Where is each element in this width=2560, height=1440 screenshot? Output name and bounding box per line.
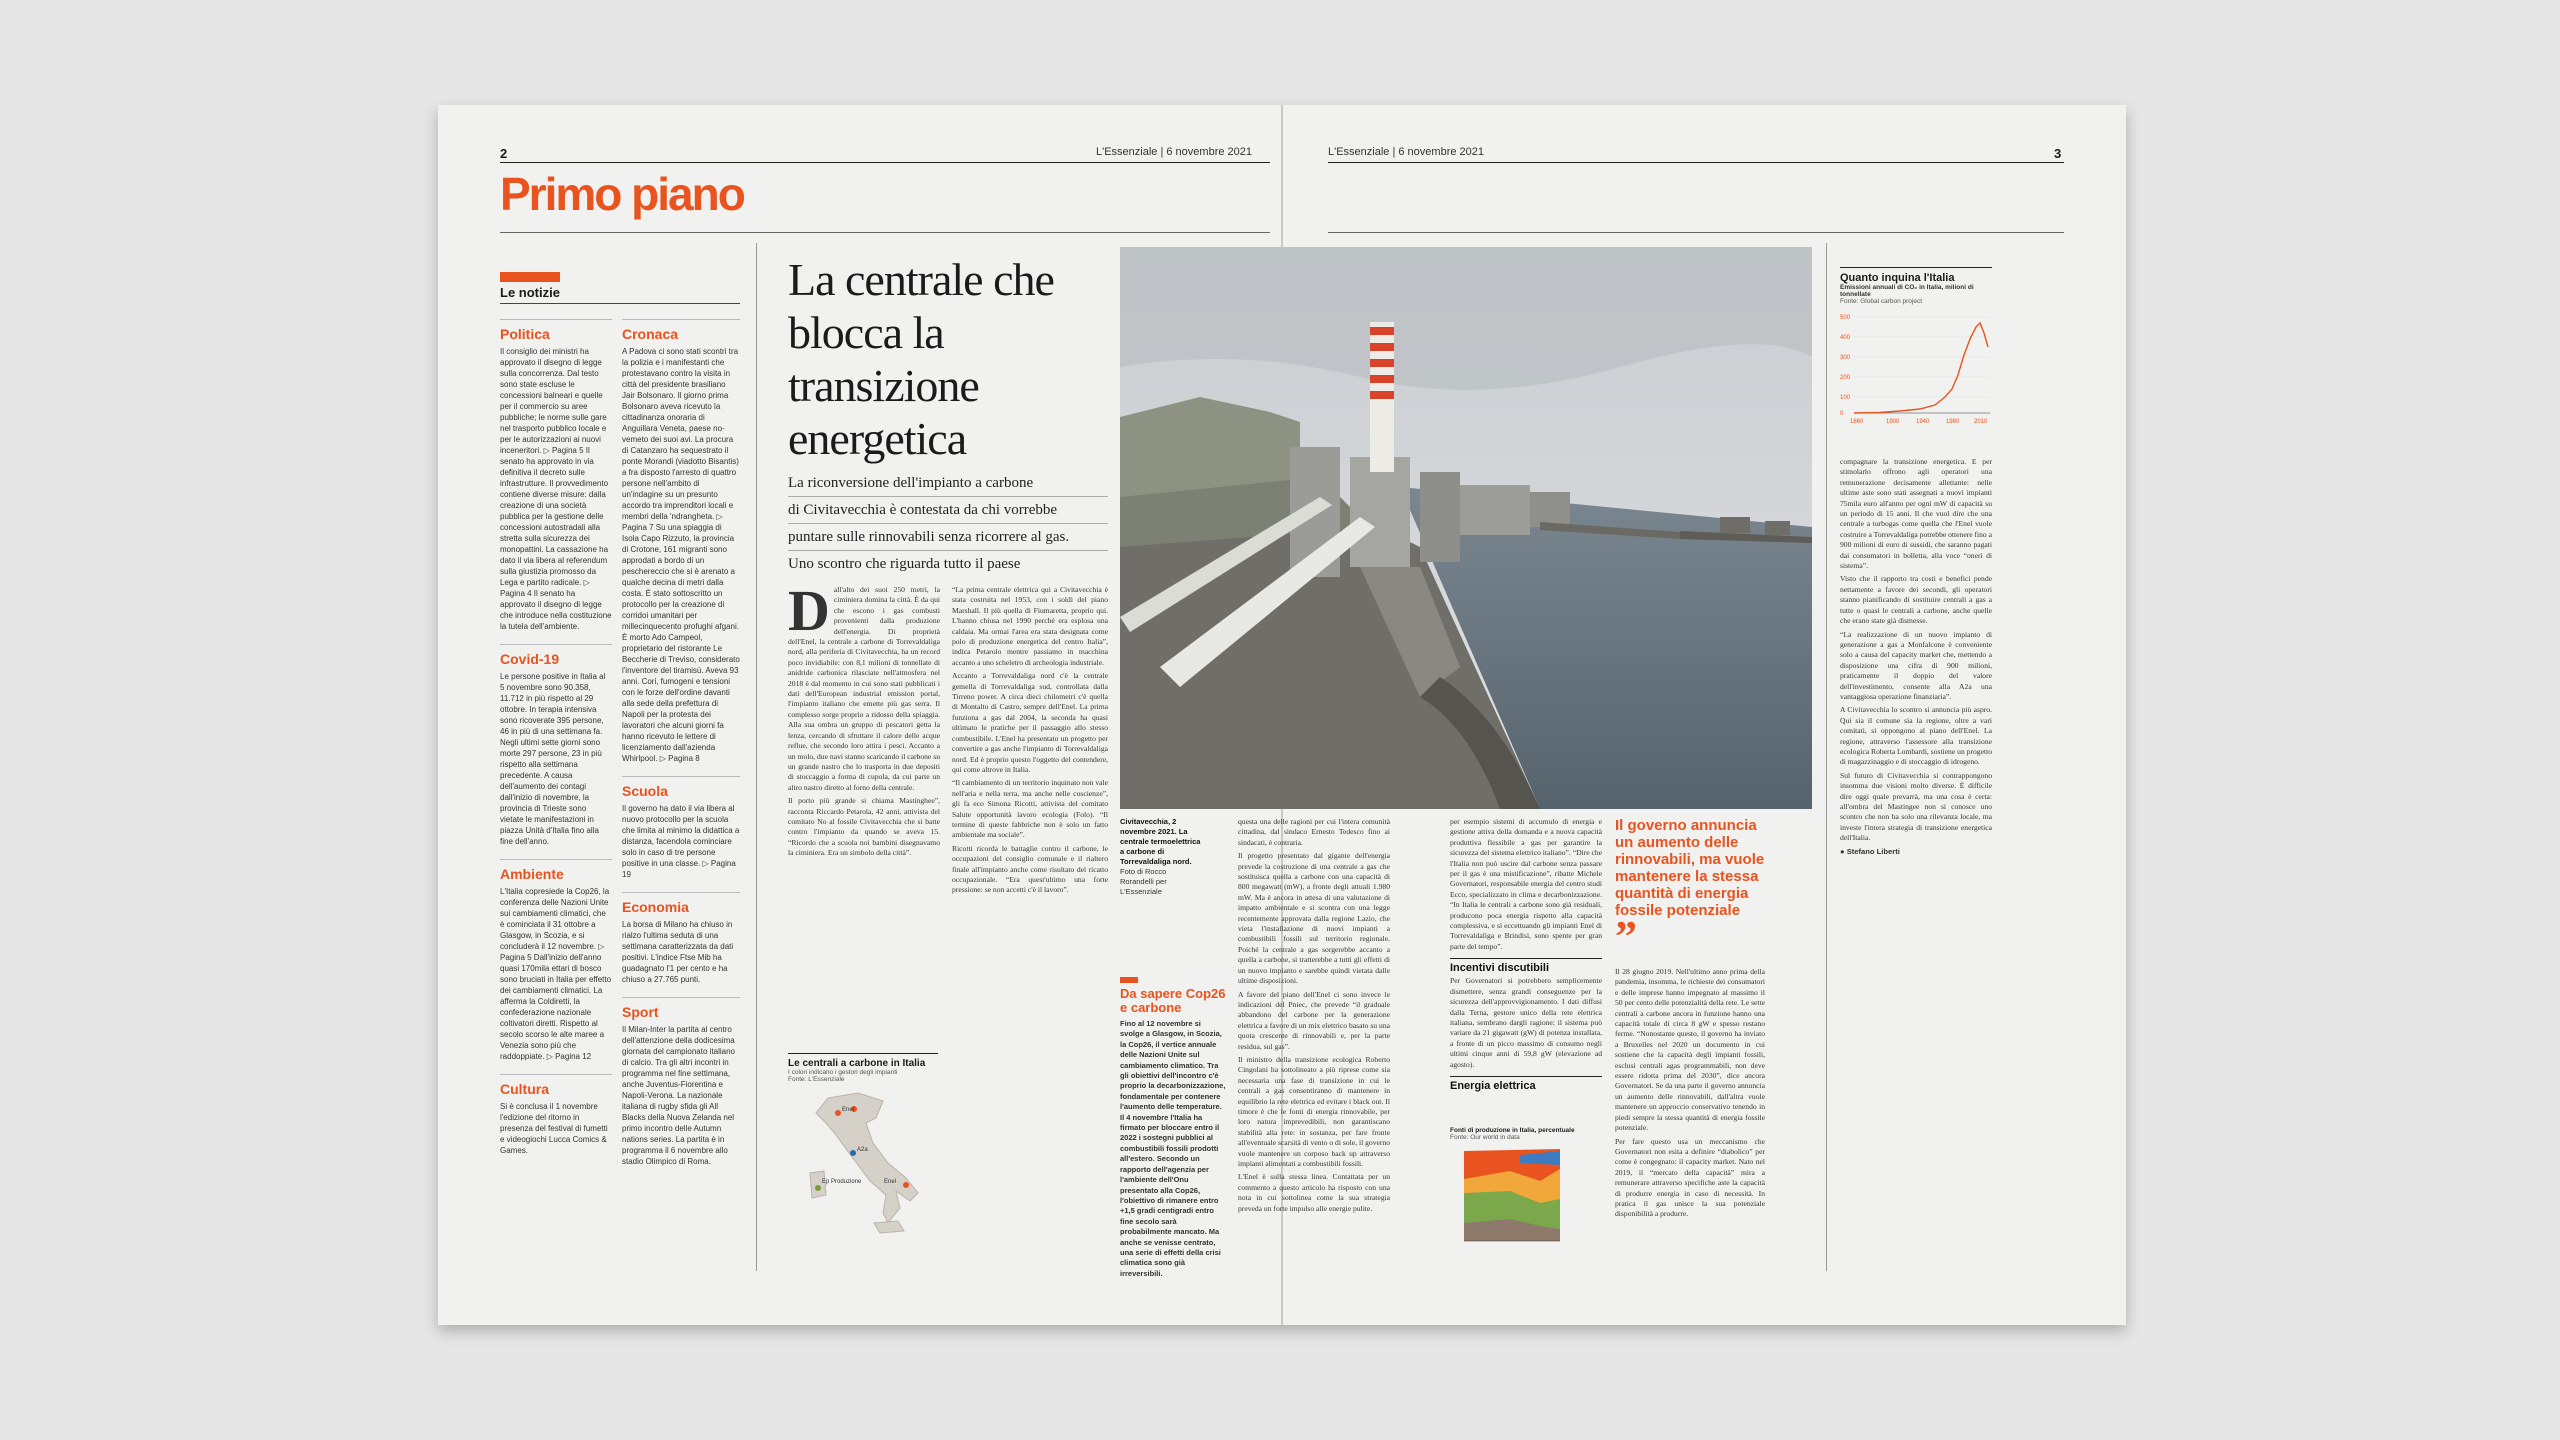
- energy-area-chart: [1450, 1141, 1580, 1256]
- subsection-title: Incentivi discutibili: [1450, 958, 1602, 974]
- svg-text:100: 100: [1840, 395, 1851, 401]
- co2-chart-title: Quanto inquina l'Italia: [1840, 272, 1955, 284]
- sapere-title: Da sapere Cop26 e carbone: [1120, 986, 1226, 1015]
- news-section-title: Ambiente: [500, 859, 612, 882]
- news-column-2: [622, 319, 740, 1179]
- notizie-label: Le notizie: [500, 285, 560, 300]
- co2-line-chart: [1840, 305, 1992, 425]
- paragraph: A Civitavecchia lo scontro si annuncia più aspro. Qui sia il comune sia la regione, oltre a vari comitati, si oppongono al piano dell'Enel. La regione, attraverso l'assessore alla transizione ecologica Roberta Lombardi, sostiene un progetto di magazzinaggio e di stoccaggio di idrogeno.: [1840, 705, 1992, 767]
- paragraph: Visto che il rapporto tra costi e benefici pende nettamente a favore dei secondi, gli operatori stanno pianificando di sostituire centrali a gas a tutte o quasi le centrali a carbone, anche quelle che erano state già dismesse.: [1840, 574, 1992, 626]
- energy-chart-title: Fonti di produzione in Italia, percentuale: [1450, 1127, 1575, 1134]
- news-section-title: Cultura: [500, 1074, 612, 1097]
- article-column-1: [788, 585, 940, 1045]
- paragraph: L'Enel è sulla stessa linea. Contattata per un commento a questo articolo ha risposto con una nota in cui sottolinea come la sua strategia preveda un forte impulso alle energie pulite.: [1238, 1172, 1390, 1213]
- sapere-text: Fino al 12 novembre si svolge a Glasgow, in Scozia, la Cop26, il vertice annuale delle Nazioni Unite sul cambiamento climatico. Tra gli obiettivi dell'incontro c'è proprio la decarbonizzazione, fondamentale per contenere l'aumento delle temperature. Il 4 novembre l'Italia ha firmato per bloccare entro il 2022 i sostegni pubblici al combustibili fossili prodotti all'estero. Secondo un rapporto dell'agenzia per l'ambiente dell'Onu presentato alla Cop26, l'obiettivo di rimanere entro +1,5 gradi centigradi entro fine secolo sarà probabilmente mancato. Ma anche se venisse centrato, una serie di effetti della crisi climatica sono già irreversibili.: [1120, 1019, 1226, 1278]
- map-title: Le centrali a carbone in Italia: [788, 1053, 938, 1069]
- svg-text:1980: 1980: [1946, 419, 1960, 425]
- map-label: Enel: [884, 1179, 897, 1185]
- news-section-text: Il Milan-Inter la partita al centro dell'attenzione della dodicesima giornata del campionato italiano di calcio. Tra gli altri incontri in programma nel fine settimana, anche Juventus-Fiorentina e Napoli-Verona. La nazionale italiana di rugby sfida gli All Blacks della Nuova Zelanda nel primo incontro delle Autumn nations series. La partita è in programma il 6 novembre allo stadio Olimpico di Roma.: [622, 1025, 735, 1166]
- article-column-2: [952, 585, 1108, 1265]
- photo-illustration: [1120, 247, 1812, 809]
- co2-chart-box: [1840, 267, 1992, 430]
- subhead-line: puntare sulle rinnovabili senza ricorrere al gas.: [788, 524, 1108, 551]
- pull-quote: [1615, 817, 1765, 961]
- map-subtitle: I colori indicano i gestori degli impianti: [788, 1069, 898, 1076]
- italy-map: [788, 1083, 938, 1243]
- sapere-bar: [1120, 977, 1138, 983]
- headline: La centrale che blocca la transizione energetica: [788, 254, 1054, 464]
- section-title: Primo piano: [500, 168, 744, 220]
- right-section-rule: [1328, 232, 2064, 233]
- left-section-rule: [500, 232, 1270, 233]
- news-section-text: A Padova ci sono stati scontri tra la polizia e i manifestanti che protestavano contro la visita in città del presidente brasiliano Jair Bolsonaro. Il giorno prima Bolsonaro aveva ricevuto la cittadinanza onoraria di Anguillara Veneta, paese no-vemeto dei suoi avi. La procura di Catanzaro ha sequestrato il ponte Morandi (viadotto Bisantis) a fra disposto l'arresto di quattro persone nell'ambito di un'indagine su un presunto accordo tra imprenditori locali e membri della 'ndrangheta. ▷ Pagina 7 Su una spiaggia di Isola Capo Rizzuto, la provincia di Crotone, 161 migranti sono approdati a bordo di un peschereccio che si è arenato a qualche decina di metri dalla costa. È stato sottoscritto un protocollo per la creazione di corridoi umanitari per millecinquecento profughi afgani. È morto Ado Campeol, proprietario del ristorante Le Beccherie di Treviso, considerato l'inventore del tiramisù. Aveva 93 anni. Cori, fumogeni e tensioni con le forze dell'ordine davanti alla sede della prefettura di Napoli per la protesta dei lavoratori che alcuni giorni fa hanno ricevuto le lettere di licenziamento dall'azienda Whirlpool. ▷ Pagina 8: [622, 347, 740, 763]
- quote-mark-icon: ”: [1615, 912, 1637, 961]
- news-section: [500, 859, 612, 1062]
- paragraph: “La realizzazione di un nuovo impianto di generazione a gas a Monfalcone è conveniente solo a causa del capacity market che, mettendo a disposizione una cifra di 900 milioni, praticamente il doppio del valore dell'investimento, consente alla A2a una vantaggiosa operazione finanziaria”.: [1840, 629, 1992, 701]
- subhead-line: di Civitavecchia è contestata da chi vorrebbe: [788, 497, 1108, 524]
- paragraph: “La prima centrale elettrica qui a Civitavecchia è stata costruita nel 1953, con i soldi del piano Marshall. Il più quella di Fiumaretta, proprio qui. L'hanno chiusa nel 1990 perché era esplosa una caldaia. Ma ormai l'area era stata designata come polo di produzione energetica del centro Italia”, indica Petarolo mentre passiamo in macchina accanto a uno scheletro di archeologia industriale.: [952, 585, 1108, 667]
- news-divider: [756, 243, 757, 1271]
- article-column-3: [1238, 817, 1390, 1267]
- paragraph: Il porto più grande si chiama Mastinghee”, racconta Riccardo Petarola, 42 anni, attivista del comitato No al fossile Civitavecchia che si batte contro l'impianto da quando se aveva 15. “Ricordo che a scuola noi bambini disegnavamo la ciminiera. Era un simbolo della città”.: [788, 796, 940, 858]
- news-section-text: Il consiglio dei ministri ha approvato il disegno di legge sulla concorrenza. Dal testo sono state escluse le concessioni balneari e quelle per il commercio su aree pubbliche; le norme sulle gare nel trasporto pubblico locale e per le autorizzazioni ai nuovi inceneritori. ▷ Pagina 5 Il senato ha approvato in via definitiva il decreto sulle infrastrutture. Il provvedimento contiene diverse misure: dalla creazione di una società pubblica per la gestione delle concessioni autostradali alla stretta sulla sicurezza dei monopattini. La cassazione ha dato il via libera al referendum sulla giustizia promosso da Lega e partito radicale. ▷ Pagina 4 Il senato ha approvato il disegno di legge che introduce nella costituzione la tutela dell'ambiente.: [500, 347, 612, 631]
- right-masthead: L'Essenziale | 6 novembre 2021: [1328, 146, 1484, 158]
- news-section-text: Le persone positive in Italia al 5 novembre sono 90.358, 11.712 in più rispetto al 29 ottobre. In terapia intensiva sono ricoverate 395 persone, 46 in più di una settimana fa. Negli ultimi sette giorni sono morte 297 persone, 23 in più rispetto alla settimana precedente. A causa dell'aumento dei contagi dall'inizio di novembre, la provincia di Trieste sono vietate le manifestazioni in piazza Unità d'Italia fino alla fine dell'anno.: [500, 672, 606, 846]
- news-column-1: [500, 319, 612, 1168]
- news-section-text: Si è conclusa il 1 novembre l'edizione del ritorno in presenza del festival di fumetti e videogiochi Lucca Comics & Games.: [500, 1102, 608, 1155]
- news-section-text: L'Italia copresiede la Cop26, la conferenza delle Nazioni Unite sui cambiamenti climatici, che è cominciata il 31 ottobre a Glasgow, in Scozia, e si concluderà il 12 novembre. ▷ Pagina 5 Dall'inizio dell'anno quasi 170mila ettari di bosco sono bruciati in Italia per effetto dei cambiamenti climatici. La afferma la Coldiretti, la confederazione nazionale coltivatori diretti. Rispetto al secolo scorso le alte maree a Venezia sono più che raddoppiate. ▷ Pagina 12: [500, 887, 612, 1061]
- paragraph: all'alto dei suoi 250 metri, la ciminiera domina la città. È da qui che escono i gas combusti provenienti dalla produzione dell'energia. Di proprietà dell'Enel, la centrale a carbone di Torrevaldaliga nord, alla periferia di Civitavecchia, ha un record poco invidiabile: con 8,1 milioni di tonnellate di anidride carbonica rilasciate nell'atmosfera nel 2018 è dal momento in cui sono stati pubblicati i dati dell'European industrial emission portal, l'impianto italiano che emette più gas serra. Il complesso sorge proprio a ridosso della spiaggia. Alla sua ombra un gruppo di pescatori getta la lenza, cercando di sfruttare il calore delle acque reflue, che secondo loro attira i pesci. Accanto a un molo, due navi stanno scaricando il carbone su un grande nastro che lo trasporta in due depositi di stoccaggio a forma di cupola, da cui parte un altro nastro diretto al forno della centrale.: [788, 585, 940, 792]
- co2-chart-subtitle: Emissioni annuali di CO₂ in Italia, milioni di tonnellate: [1840, 284, 1974, 298]
- svg-text:200: 200: [1840, 375, 1851, 381]
- news-section: [500, 644, 612, 847]
- paragraph: Accanto a Torrevaldaliga nord c'è la centrale gemella di Torrevaldaliga sud, controllata dalla Tirreno power. A circa dieci chilometri c'è quella di Montalto di Castro, sempre dell'Enel. La prima funziona a gas dal 2004, la seconda ha quasi ultimato le pratiche per il passaggio allo stesso combustibile. L'Enel ha presentato un progetto per convertire a gas anche l'impianto di Torrevaldaliga nord. Ed è proprio questo l'oggetto del contendere, qui come altrove in Italia.: [952, 671, 1108, 774]
- paragraph: Per fare questo usa un meccanismo che Governatori non esita a definire “diabolico” per come è congegnato: il capacity market. Nato nel 2019, il “mercato della capacità” mira a remunerare attraverso specifiche aste la capacità di produrre energia in caso di necessità. In pratica il gas unisce la sua potenziale disponibilità a produrre.: [1615, 1136, 1765, 1219]
- news-section: [500, 319, 612, 632]
- notizie-rule: [500, 303, 740, 304]
- news-section: [622, 776, 740, 880]
- right-page-number: 3: [2054, 146, 2062, 161]
- map-label: A2a: [857, 1147, 868, 1153]
- map-source: Fonte: L'Essenziale: [788, 1076, 845, 1083]
- svg-text:0: 0: [1840, 411, 1844, 417]
- svg-text:1900: 1900: [1886, 419, 1900, 425]
- news-section-title: Scuola: [622, 776, 740, 799]
- map-box: [788, 1053, 938, 1248]
- news-section: [622, 892, 740, 985]
- map-label: Ep Produzione: [822, 1179, 862, 1185]
- chart-rule: [1840, 267, 1992, 268]
- chimney: [1370, 322, 1394, 472]
- paragraph: questa una delle ragioni per cui l'intera comunità cittadina, dal sindaco Ernesto Tedesco fino ai sindacati, è contraria.: [1238, 817, 1390, 847]
- news-section-title: Economia: [622, 892, 740, 915]
- news-section: [622, 997, 740, 1167]
- article-column-6: [1840, 457, 1992, 1267]
- co2-chart-source: Fonte: Global carbon project: [1840, 298, 1923, 305]
- map-label: Enel: [842, 1107, 855, 1113]
- paragraph: Sul futuro di Civitavecchia si contrappongono insomma due visioni molto diverse. È difficile dire oggi quale prevarrà, ma una cosa è certa: all'ombra del Mastingee non si conosce uno scontro che non ha solo una rilevanza locale, ma investe l'intera strategia di transizione energetica dell'Italia.: [1840, 770, 1992, 843]
- left-page-number: 2: [500, 146, 508, 161]
- energy-chart-box: [1450, 1127, 1580, 1261]
- power-plant-photo: [1120, 247, 1812, 809]
- paragraph: per esempio sistemi di accumulo di energia e gestione attiva della domanda e a nuova capacità produttiva flessibile a gas per garantire la sicurezza del sistema elettrico italiano”. “Dire che l'Italia non può uscire dal carbone senza passare per il gas è una mistificazione”, ribatte Michele Governatori, responsabile energia del centro studi Ecco, specializzato in clima e decarbonizzazione. “In Italia le centrali a carbone sono già residuali, producono poca energia rispetto alla capacità complessiva, e sì eccettuando gli impianti Enel di Torrevaldaliga e Brindisi, sono spente per gran parte del tempo”.: [1450, 817, 1602, 951]
- svg-text:300: 300: [1840, 355, 1851, 361]
- caption-text: Civitavecchia, 2 novembre 2021. La centrale termoelettrica a carbone di Torrevaldaliga nord.: [1120, 817, 1201, 866]
- svg-text:1860: 1860: [1850, 419, 1864, 425]
- svg-text:1940: 1940: [1916, 419, 1930, 425]
- news-section-title: Covid-19: [500, 644, 612, 667]
- news-section-title: Cronaca: [622, 319, 740, 342]
- news-section-text: Il governo ha dato il via libera al nuovo protocollo per la scuola che limita al minimo la didattica a distanza, facendola cominciare solo in caso di tre persone positive in una classe. ▷ Pagina 19: [622, 804, 740, 879]
- right-top-rule: [1328, 162, 2064, 163]
- paragraph: Per Governatori si potrebbero semplicemente dismettere, senza grandi conseguenze per la sicurezza dell'approvvigionamento. I dati diffusi dalla Terna, gestore unico della rete elettrica italiana, sembrano dargli ragione: il sistema può variare da 21 gigawatt (gW) di potenza installata, a fronte di un picco massimo di consumo negli ultimi cinque anni di 59,8 gW (elevazione ad agosto).: [1450, 976, 1602, 1069]
- news-section-title: Politica: [500, 319, 612, 342]
- right-divider: [1826, 243, 1827, 1271]
- paragraph: Il ministro della transizione ecologica Roberto Cingolani ha sottolineato a più riprese come sia necessaria una fase di transizione in cui le centrali a gas consentiranno di mantenere in equilibrio la rete elettrica ed evitare i black out. Il timore è che le fonti di energia rinnovabile, per loro natura imprevedibili, non garantiscano stabilità alla rete: in sostanza, per fare fronte all'eventuale scarsità di vento o di sole, il governo vuole mantenere un corposo back up attraverso impianti alimentati a combustibili fossili.: [1238, 1054, 1390, 1168]
- paragraph: Il progetto presentato dal gigante dell'energia prevede la costruzione di una centrale a gas che sostituisca quella a carbone con una capacità di 800 megawatt (mW), a fronte degli attuali 1.980 mW. Ma è ancora in attesa di una valutazione di impatto ambientale e si scontra con una legge recentemente approvata dalla regione Lazio, che vieta l'installazione di nuovi impianti a combustibili fossili sul territorio regionale. Poiché la centrale a gas sorgerebbe accanto a quella a carbone, si tratterebbe a tutti gli effetti di un nuovo impianto e sarebbe quindi vietata dalle ultime disposizioni.: [1238, 851, 1390, 986]
- caption-credit: Foto di Rocco Rorandelli per L'Essenziale: [1120, 867, 1167, 896]
- quote-text: Il governo annuncia un aumento delle rinnovabili, ma vuole mantenere la stessa quantità di energia fossile potenziale: [1615, 817, 1765, 919]
- paragraph: “Il cambiamento di un territorio inquinato non vale nell'aria e nella terra, ma anche nelle coscienze”, gli fa eco Simona Ricotti, attivista del comitato Salute opportunità lavoro ecologia (Folo). “Il termine di queste fabbriche non è solo un fatto ambientale ma sociale”.: [952, 778, 1108, 840]
- notizie-bar: [500, 272, 560, 282]
- left-masthead: L'Essenziale | 6 novembre 2021: [1096, 146, 1252, 158]
- subhead-line: La riconversione dell'impianto a carbone: [788, 470, 1108, 497]
- sapere-box: [1120, 977, 1226, 1279]
- svg-text:2010: 2010: [1974, 419, 1988, 425]
- photo-caption: [1120, 817, 1202, 897]
- paragraph: compagnare la transizione energetica. E per stimolarlo offrono agli operatori una remunerazione decisamente allettante: nelle ultime aste sono stati assegnati a nuovi impianti 75mila euro all'anno per ogni mW di capacità su un periodo di 15 anni. Il che vuol dire che una centrale a turbogas come quella che l'Enel vuole costruire a Torrevaldaliga potrebbe ottenere fino a 900 milioni di euro di sussidi, che saranno pagati dai consumatori in bolletta, alla voce “oneri di sistema”.: [1840, 457, 1992, 571]
- svg-text:400: 400: [1840, 335, 1851, 341]
- news-section-title: Sport: [622, 997, 740, 1020]
- dropcap: D: [788, 585, 830, 643]
- left-top-rule: [500, 162, 1270, 163]
- plant-marker: [850, 1150, 856, 1156]
- news-section: [622, 319, 740, 764]
- subsection-title: Energia elettrica: [1450, 1076, 1602, 1092]
- news-section: [500, 1074, 612, 1156]
- newspaper-spread: [438, 105, 2126, 1325]
- author-name: Stefano Liberti: [1846, 846, 1900, 856]
- news-section-text: La borsa di Milano ha chiuso in rialzo l'ultima seduta di una settimana caratterizzata da dati positivi. L'indice Ftse Mib ha guadagnato l'1 per cento e ha chiuso a 27.765 punti.: [622, 920, 734, 984]
- subhead: [788, 470, 1108, 577]
- plant-marker: [815, 1185, 821, 1191]
- energy-chart-source: Fonte: Our world in data: [1450, 1134, 1520, 1141]
- paragraph: Ricotti ricorda le battaglie contro il carbone, le occupazioni del consiglio comunale e il rialtero finale all'impianto anche come risultato del ricatto occupazionale. “Era quest'ultimo una forte pressione: se non accetti c'è il lavoro”.: [952, 843, 1108, 895]
- subhead-line: Uno scontro che riguarda tutto il paese: [788, 556, 1021, 572]
- paragraph: A favore del piano dell'Enel ci sono invece le indicazioni del Pniec, che prevede “il graduale abbandono del carbone per la generazione elettrica a favore di un mix elettrico basato su una quota crescente di rinnovabili e, per la parte residua, sul gas”.: [1238, 989, 1390, 1051]
- author-signature: ● Stefano Liberti: [1840, 846, 1900, 856]
- plant-marker: [835, 1110, 841, 1116]
- paragraph: Il 28 giugno 2019. Nell'ultimo anno prima della pandemia, insomma, le richieste dei consumatori e delle imprese hanno impegnato al massimo il 50 per cento delle potenzialità della rete. Le sette centrali a carbone ancora in funzione hanno una capacità totale di circa 8 gW e spesso restano ferme. “Nonostante questo, il governo ha inviato a Bruxelles nel 2020 un documento in cui sostiene che la capacità degli impianti fossili, esclusi centrali agas programmabili, non deve essere ridotta prima del 2030”, dice ancora Governatori. Se da una parte il governo annuncia un aumento delle rinnovabili, dall'altra vuole mantenere un approccio conservativo tenendo in piedi sempre la stessa quantità di energia fossile potenziale.: [1615, 967, 1765, 1133]
- svg-text:500: 500: [1840, 315, 1851, 321]
- article-column-5: [1615, 967, 1765, 1267]
- plant-marker: [903, 1182, 909, 1188]
